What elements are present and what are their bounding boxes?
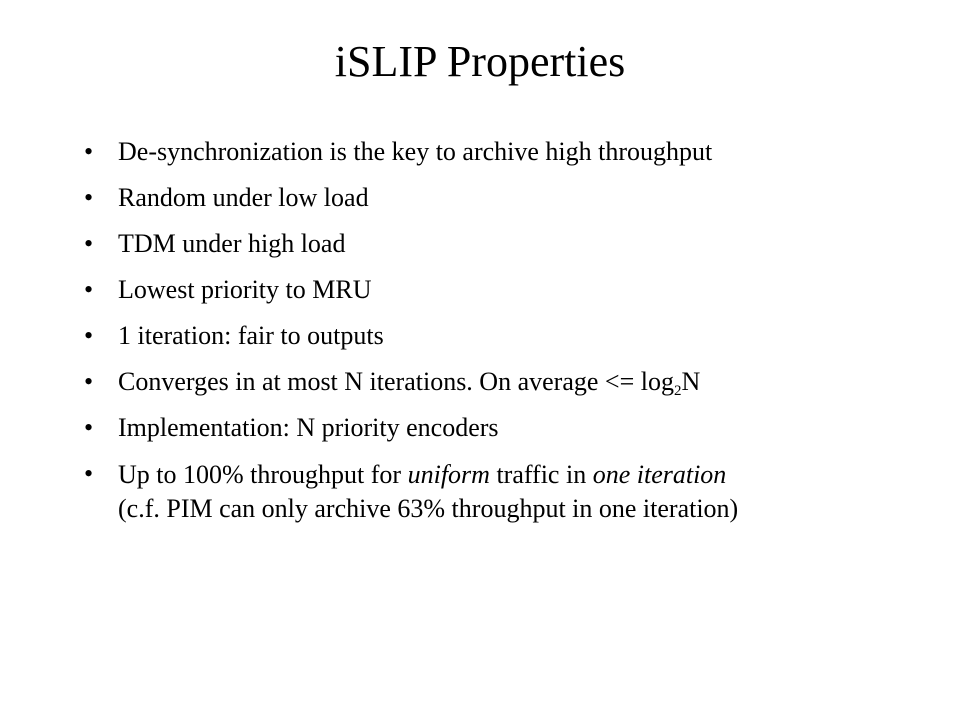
bullet-text-part: traffic in xyxy=(489,460,593,489)
bullet-item xyxy=(84,320,904,351)
bullet-icon: • xyxy=(84,367,94,396)
bullet-text-line2: (c.f. PIM can only archive 63% throughput in one iteration) xyxy=(118,494,739,523)
bullet-item xyxy=(84,136,904,167)
slide-title: iSLIP Properties xyxy=(334,37,626,86)
bullet-text-tail: N xyxy=(681,367,701,396)
bullet-text: De-synchronization is the key to archive high throughput xyxy=(118,137,713,166)
bullet-text: TDM under high load xyxy=(118,229,346,258)
bullet-text xyxy=(118,460,738,523)
bullet-item xyxy=(84,228,904,259)
bullet-icon: • xyxy=(84,275,94,304)
bullet-icon: • xyxy=(84,137,94,166)
bullet-text: Random under low load xyxy=(118,183,369,212)
bullet-text-part: Up to 100% throughput for xyxy=(118,460,408,489)
bullet-text: 1 iteration: fair to outputs xyxy=(118,321,384,350)
bullet-text: Implementation: N priority encoders xyxy=(118,413,499,442)
bullet-icon: • xyxy=(84,229,94,258)
bullet-item xyxy=(84,458,904,526)
bullet-text-main: Converges in at most N iterations. On average <= log xyxy=(118,367,674,396)
bullet-text-italic: uniform xyxy=(407,460,490,489)
bullet-icon: • xyxy=(84,459,94,488)
bullet-icon: • xyxy=(84,413,94,442)
bullet-text: Lowest priority to MRU xyxy=(118,275,372,304)
bullet-icon: • xyxy=(84,321,94,350)
bullet-item xyxy=(84,274,904,305)
bullet-item xyxy=(84,366,904,397)
bullet-item xyxy=(84,182,904,213)
bullet-list xyxy=(84,136,904,541)
log-base-subscript: 2 xyxy=(673,383,682,399)
bullet-text-italic: one iteration xyxy=(592,460,727,489)
bullet-text xyxy=(118,367,701,399)
bullet-icon: • xyxy=(84,183,94,212)
bullet-item xyxy=(84,412,904,443)
